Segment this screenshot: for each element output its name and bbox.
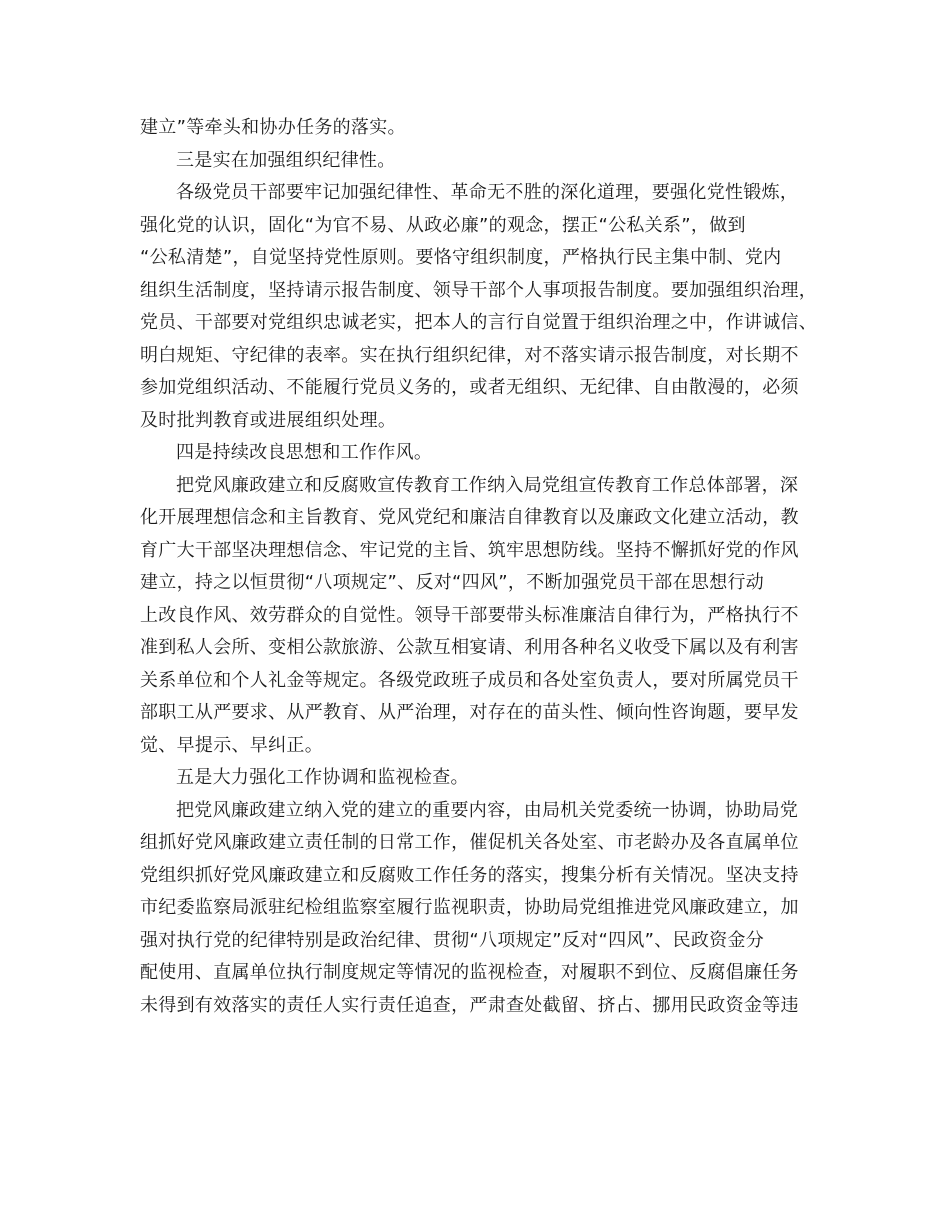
text-line: 未得到有效落实的责任人实行责任追查，严肃查处截留、挤占、挪用民政资金等违 — [140, 994, 799, 1016]
document-body — [140, 112, 816, 1022]
text-line: 建立，持之以恒贯彻“八项规定”、反对“四风”，不断加强党员干部在思想行动 — [140, 572, 765, 593]
text-line: 党组织抓好党风廉政建立和反腐败工作任务的落实，搜集分析有关情况。坚决支持 — [140, 864, 799, 886]
text-line: 化开展理想信念和主旨教育、党风党纪和廉洁自律教育以及廉政文化建立活动，教 — [140, 507, 799, 528]
text-line: 及时批判教育或进展组织处理。 — [140, 409, 397, 431]
text-line: 参加党组织活动、不能履行党员义务的，或者无组织、无纪律、自由散漫的，必须 — [140, 377, 799, 398]
text-line: 市纪委监察局派驻纪检组监察室履行监视职责，协助局党组推进党风廉政建立，加 — [140, 897, 799, 918]
text-line: 组织生活制度，坚持请示报告制度、领导干部个人事项报告制度。要加强组织治理， — [140, 279, 818, 301]
text-line: 党员、干部要对党组织忠诚老实，把本人的言行自觉置于组织治理之中，作讲诚信、 — [140, 312, 818, 333]
text-line: 把党风廉政建立和反腐败宣传教育工作纳入局党组宣传教育工作总体部署，深 — [176, 474, 799, 496]
text-line: 上改良作风、效劳群众的自觉性。领导干部要带头标准廉洁自律行为，严格执行不 — [140, 604, 799, 626]
text-line: 明白规矩、守纪律的表率。实在执行组织纪律，对不落实请示报告制度，对长期不 — [140, 344, 799, 366]
text-line: “公私清楚”，自觉坚持党性原则。要恪守组织制度，严格执行民主集中制、党内 — [140, 247, 782, 268]
text-line: 各级党员干部要牢记加强纪律性、革命无不胜的深化道理，要强化党性锻炼， — [176, 182, 799, 203]
text-line: 准到私人会所、变相公款旅游、公款互相宴请、利用各种名义收受下属以及有利害 — [140, 637, 799, 658]
text-line: 强化党的认识，固化“为官不易、从政必廉”的观念，摆正“公私关系”，做到 — [140, 214, 746, 236]
text-line: 关系单位和个人礼金等规定。各级党政班子成员和各处室负责人，要对所属党员干 — [140, 669, 799, 691]
text-line: 部职工从严要求、从严教育、从严治理，对存在的苗头性、倾向性咨询题，要早发 — [140, 702, 799, 723]
text-line: 觉、早提示、早纠正。 — [140, 734, 323, 756]
text-line: 建立”等牵头和协办任务的落实。 — [140, 117, 406, 138]
text-line: 四是持续改良思想和工作作风。 — [176, 442, 433, 463]
text-line: 配使用、直属单位执行制度规定等情况的监视检查，对履职不到位、反腐倡廉任务 — [140, 962, 799, 983]
text-line: 五是大力强化工作协调和监视检查。 — [176, 767, 469, 788]
text-line: 三是实在加强组织纪律性。 — [176, 149, 396, 171]
text-line: 组抓好党风廉政建立责任制的日常工作，催促机关各处室、市老龄办及各直属单位 — [140, 832, 799, 853]
text-line: 育广大干部坚决理想信念、牢记党的主旨、筑牢思想防线。坚持不懈抓好党的作风 — [140, 539, 799, 561]
text-line: 强对执行党的纪律特别是政治纪律、贯彻“八项规定”反对“四风”、民政资金分 — [140, 929, 765, 951]
text-line: 把党风廉政建立纳入党的建立的重要内容，由局机关党委统一协调，协助局党 — [176, 799, 799, 821]
